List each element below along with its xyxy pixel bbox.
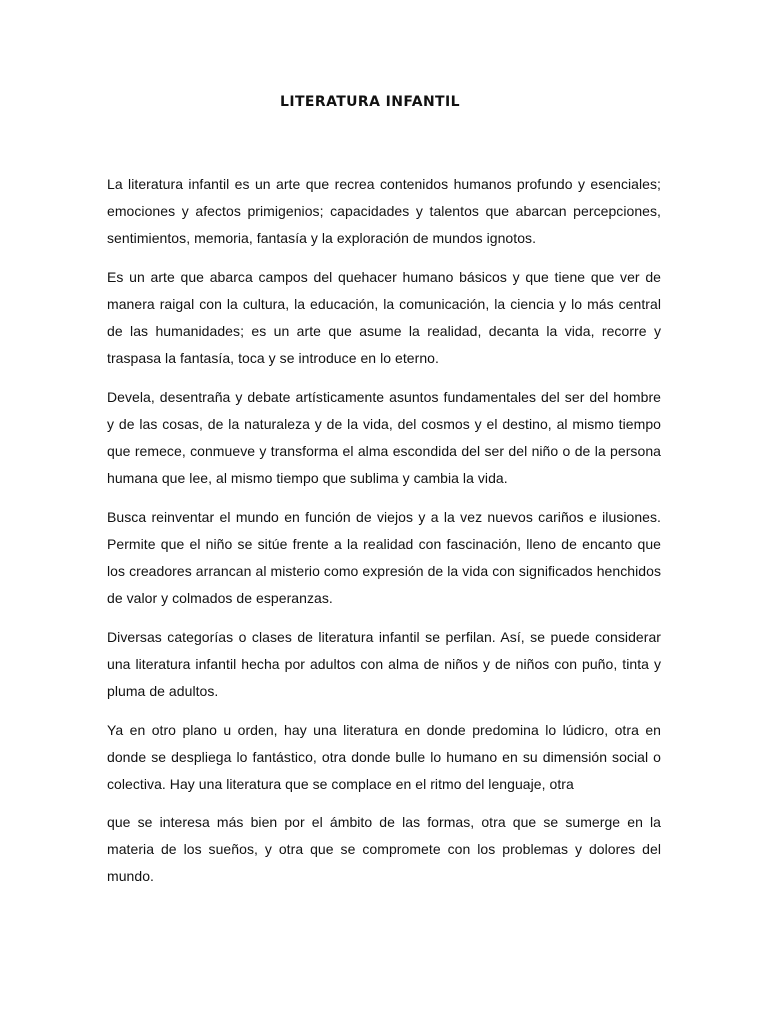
paragraph: Devela, desentraña y debate artísticamente asuntos fundamentales del ser del hombre y de las cosas, de la naturaleza y de la vida, del cosmos y el destino, al mismo tiempo que remece, conmueve y transforma el alma escondida del ser del niño o de la persona humana que lee, al mismo tiempo que sublima y cambia la vida.: [107, 389, 661, 486]
document-title: LITERATURA INFANTIL: [280, 94, 460, 110]
paragraph: Diversas categorías o clases de literatura infantil se perfilan. Así, se puede considerar una literatura infantil hecha por adultos con alma de niños y de niños con puño, tinta y pluma de adultos.: [107, 629, 661, 699]
paragraph: La literatura infantil es un arte que recrea contenidos humanos profundo y esenciales; emociones y afectos primigenios; capacidades y talentos que abarcan percepciones, sentimientos, memoria, fantasía y la exploración de mundos ignotos.: [107, 176, 661, 246]
paragraph: Busca reinventar el mundo en función de viejos y a la vez nuevos cariños e ilusiones. Permite que el niño se sitúe frente a la realidad con fascinación, lleno de encanto que los creadores arrancan al misterio como expresión de la vida con significados henchidos de valor y colmados de esperanzas.: [107, 509, 661, 606]
document-body: [107, 171, 661, 902]
paragraph: Ya en otro plano u orden, hay una literatura en donde predomina lo lúdicro, otra en donde se despliega lo fantástico, otra donde bulle lo humano en su dimensión social o colectiva. Hay una literatura que se complace en el ritmo del lenguaje, otra: [107, 722, 661, 792]
paragraph: que se interesa más bien por el ámbito de las formas, otra que se sumerge en la materia de los sueños, y otra que se compromete con los problemas y dolores del mundo.: [107, 814, 661, 884]
paragraph: Es un arte que abarca campos del quehacer humano básicos y que tiene que ver de manera raigal con la cultura, la educación, la comunicación, la ciencia y lo más central de las humanidades; es un arte que asume la realidad, decanta la vida, recorre y traspasa la fantasía, toca y se introduce en lo eterno.: [107, 269, 661, 366]
